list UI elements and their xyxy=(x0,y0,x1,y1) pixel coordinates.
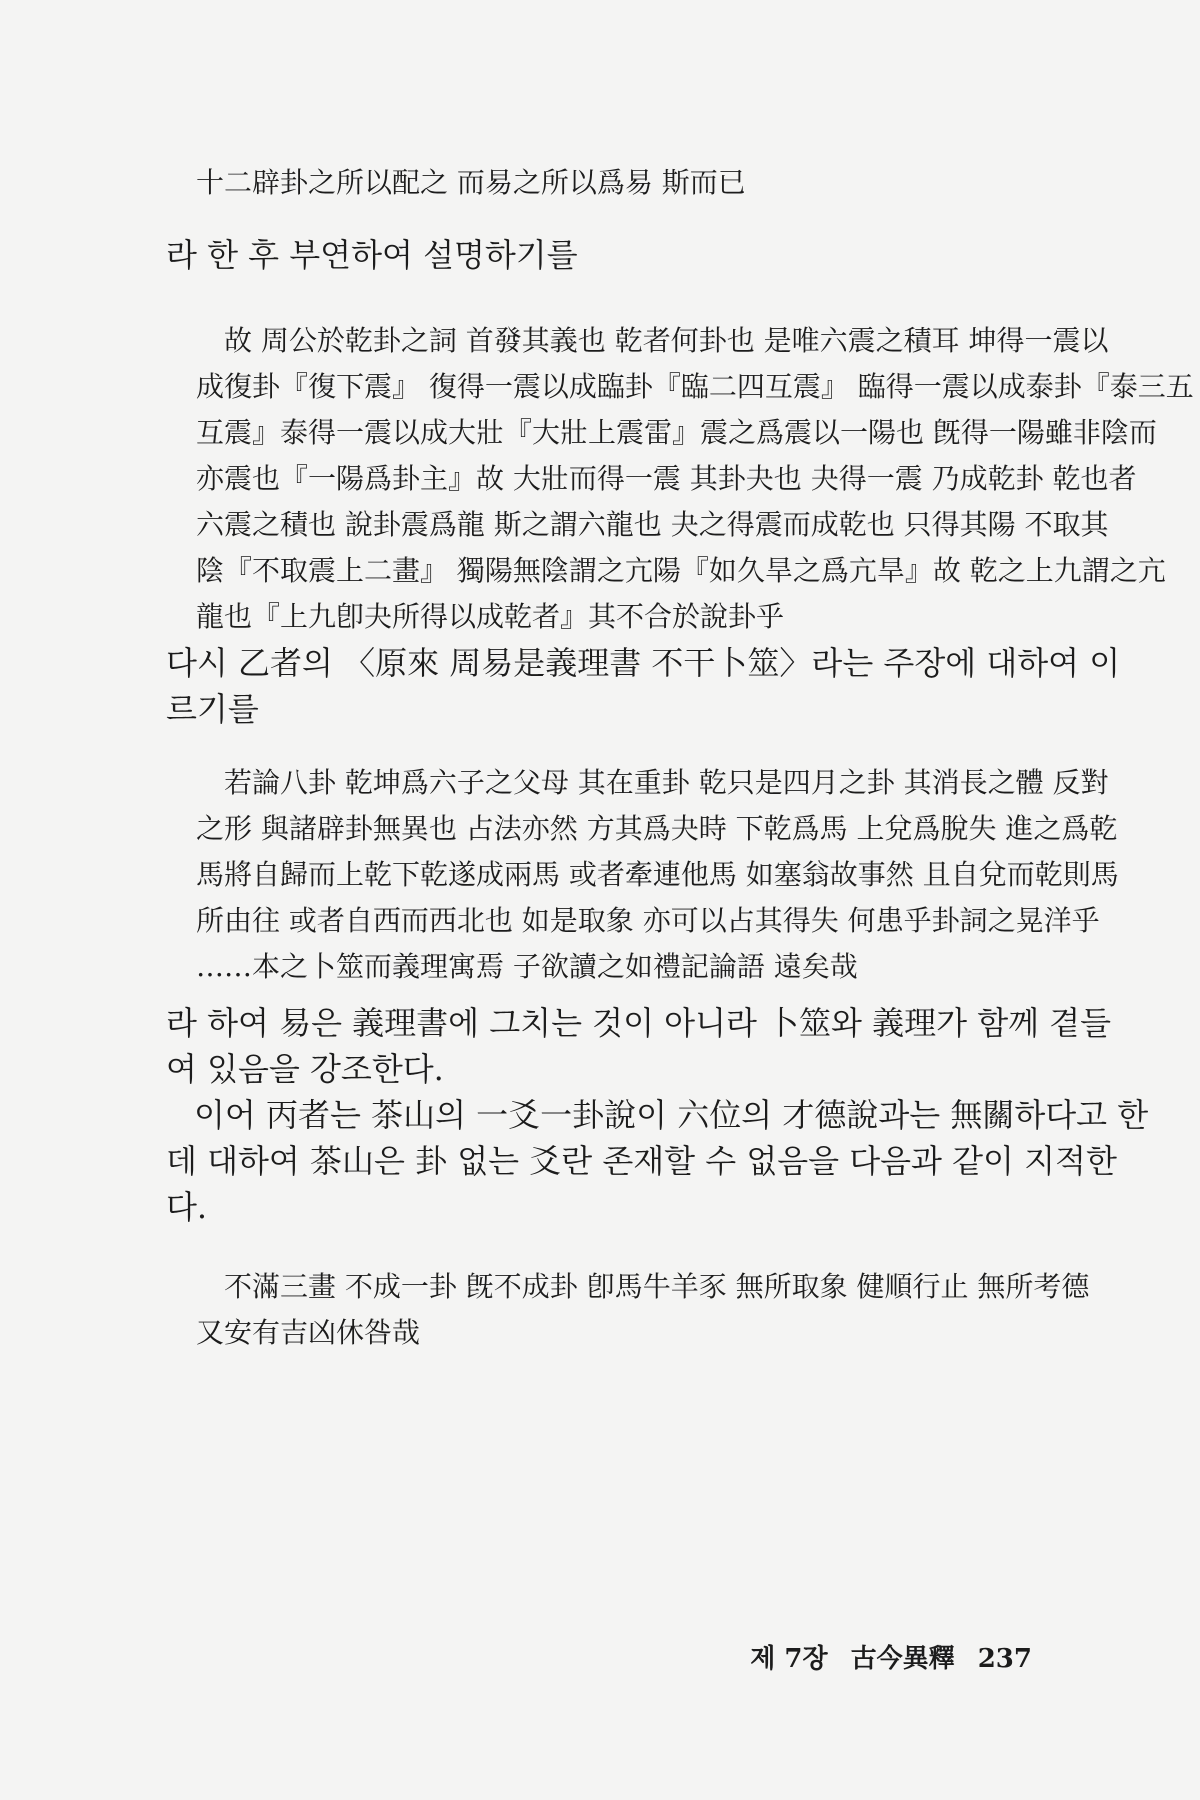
quote-line: 馬將自歸而上乾下乾遂成兩馬 或者牽連他馬 如塞翁故事然 且自兌而乾則馬 xyxy=(196,858,1119,891)
quote-line: 十二辟卦之所以配之 而易之所以爲易 斯而已 xyxy=(196,166,746,199)
quote-block-2 xyxy=(196,760,1119,990)
chapter-label: 제 7장 xyxy=(750,1644,828,1674)
quote-line: ……本之卜筮而義理寓焉 子欲讀之如禮記論語 遠矣哉 xyxy=(196,950,858,983)
quote-block-1 xyxy=(196,318,1194,640)
quote-line: 之形 與諸辟卦無異也 占法亦然 方其爲夬時 下乾爲馬 上兌爲脫失 進之爲乾 xyxy=(196,812,1118,845)
quote-line: 成復卦『復下震』 復得一震以成臨卦『臨二四互震』 臨得一震以成泰卦『泰三五 xyxy=(196,370,1194,403)
korean-paragraph-2 xyxy=(166,640,1121,732)
quote-line: 互震』泰得一震以成大壯『大壯上震雷』震之爲震以一陽也 旣得一陽雖非陰而 xyxy=(196,416,1157,449)
text-line: 여 있음을 강조한다. xyxy=(166,1050,444,1088)
quote-line: 亦震也『一陽爲卦主』故 大壯而得一震 其卦夬也 夬得一震 乃成乾卦 乾也者 xyxy=(196,462,1137,495)
page-number: 237 xyxy=(977,1644,1032,1674)
quote-line: 陰『不取震上二畫』 獨陽無陰謂之亢陽『如久旱之爲亢旱』故 乾之上九謂之亢 xyxy=(196,554,1166,587)
korean-paragraph-1 xyxy=(166,232,1076,278)
text-line: 라 한 후 부연하여 설명하기를 xyxy=(166,236,578,274)
chapter-title: 古今異釋 xyxy=(850,1644,955,1674)
quote-line: 又安有吉凶休咎哉 xyxy=(196,1316,421,1349)
quote-opening xyxy=(196,160,1076,206)
quote-line: 所由往 或者自西而西北也 如是取象 亦可以占其得失 何患乎卦詞之晃洋乎 xyxy=(196,904,1100,937)
quote-line: 六震之積也 說卦震爲龍 斯之謂六龍也 夬之得震而成乾也 只得其陽 不取其 xyxy=(196,508,1109,541)
quote-line: 龍也『上九卽夬所得以成乾者』其不合於說卦乎 xyxy=(196,600,785,633)
page-footer xyxy=(736,1638,1032,1675)
text-line: 르기를 xyxy=(166,690,259,728)
quote-line: 故 周公於乾卦之詞 首發其義也 乾者何卦也 是唯六震之積耳 坤得一震以 xyxy=(196,324,1109,357)
quote-line: 若論八卦 乾坤爲六子之父母 其在重卦 乾只是四月之卦 其消長之體 反對 xyxy=(196,766,1109,799)
text-line: 이어 丙者는 茶山의 一爻一卦說이 六位의 才德說과는 無關하다고 한 xyxy=(194,1096,1149,1134)
text-line: 데 대하여 茶山은 卦 없는 爻란 존재할 수 없음을 다음과 같이 지적한 xyxy=(166,1142,1117,1180)
quote-line: 不滿三畫 不成一卦 旣不成卦 卽馬牛羊豕 無所取象 健順行止 無所考德 xyxy=(196,1270,1090,1303)
text-line: 다시 乙者의 〈原來 周易是義理書 不干卜筮〉라는 주장에 대하여 이 xyxy=(166,644,1121,682)
text-line: 라 하여 易은 義理書에 그치는 것이 아니라 卜筮와 義理가 함께 곁들 xyxy=(166,1004,1112,1042)
text-line: 다. xyxy=(166,1188,208,1226)
quote-block-3 xyxy=(196,1264,1090,1356)
korean-paragraph-3 xyxy=(166,1000,1149,1230)
